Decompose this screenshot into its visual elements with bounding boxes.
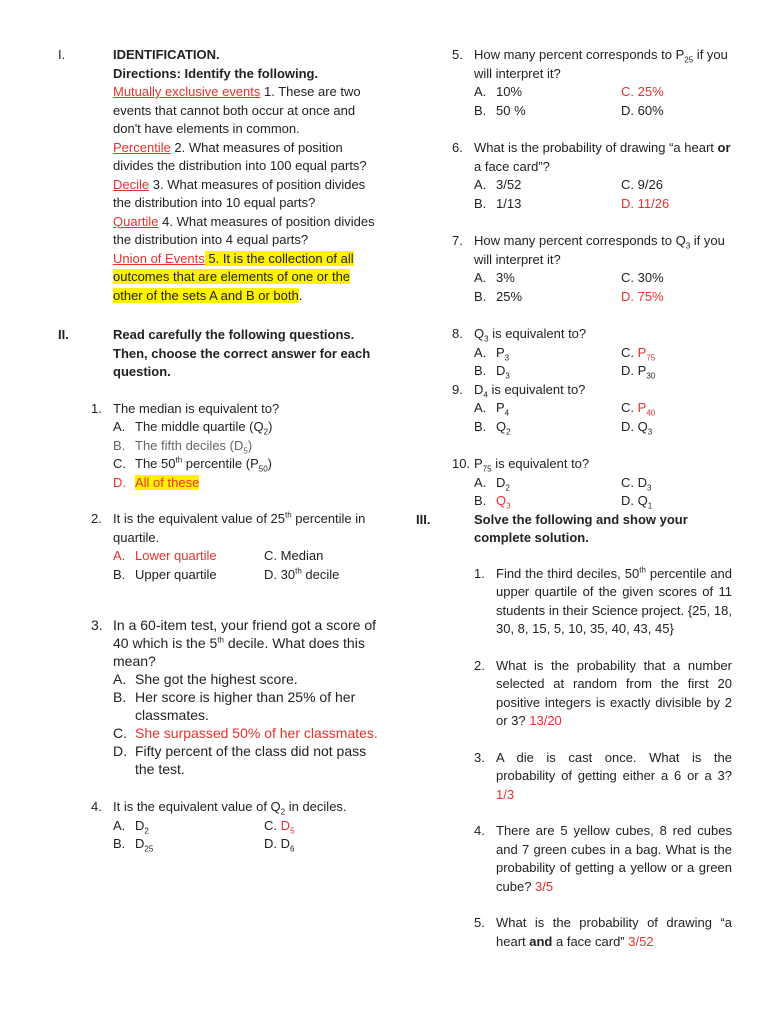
- section-2: [58, 326, 378, 382]
- option-a: A. $P_3$: [474, 344, 510, 363]
- option-b-answer: B. $Q_3$: [474, 493, 511, 511]
- question-4: 4. It is the equivalent value of $Q_2$ in deciles. A. $D_2$ C. $D_5$ B. $D_{25}$ D. $D_6$: [91, 798, 378, 854]
- right-column: [416, 46, 733, 951]
- option-d-answer: D. All of these: [113, 474, 200, 490]
- option-d: D. $Q_3$: [621, 418, 653, 437]
- option-c-answer: C. $D_5$: [264, 817, 295, 836]
- option-b: B. Upper quartile: [113, 566, 217, 582]
- option-d-answer: D. 11/26: [621, 195, 670, 211]
- section-1-number: I.: [58, 47, 66, 62]
- question-3: 3. In a 60-item test, your friend got a score of 40 which is the 5th decile. What does this mean? A. She got the highest score. B. Her score is higher than 25% of her classmates. C. She surpassed 50% of her classmates. D. Fifty percent of the class did not pass the test.: [91, 617, 378, 777]
- section-1-directions: Directions: Identify the following.: [113, 65, 319, 81]
- question-2: 2. It is the equivalent value of 25th percentile in quartile. A. Lower quartile C. Median B. Upper quartile D. 30th decile: [91, 510, 378, 584]
- highlighted-text: 5. It is the collection of all outcomes that are elements of one or the other of the sets A and B or both: [113, 250, 354, 303]
- question-10: 10. $P_{75}$ is equivalent to? A. $D_2$ C. $D_3$ B. $Q_3$ D. $Q_1$: [452, 455, 732, 511]
- option-a: A. 10%: [474, 84, 523, 99]
- option-a: A. $D_2$: [113, 817, 149, 836]
- option-a: A. The middle quartile $(Q_2)$: [113, 419, 273, 437]
- option-c: C. 30%: [621, 270, 664, 285]
- option-a-answer: A. Lower quartile: [113, 548, 217, 563]
- identification-item: Decile 3. What measures of position divides the distribution into 10 equal parts?: [113, 176, 366, 210]
- identification-list: [113, 83, 378, 305]
- option-b: B. $D_3$: [474, 363, 510, 381]
- option-c-answer: C. $P_{75}$: [621, 344, 656, 363]
- option-d-answer: D. 75%: [621, 288, 664, 304]
- option-b: B. 50 %: [474, 102, 526, 118]
- problem-5: 5. What is the probability of drawing “a heart and a face card” 3/52: [474, 915, 732, 949]
- question-6: 6. What is the probability of drawing “a heart or a face card”? A. 3/52 C. 9/26 B. 1/13 D. 11/26: [452, 139, 732, 213]
- identification-answer: Union of Events: [113, 250, 205, 266]
- option-b: B. Her score is higher than 25% of her classmates.: [113, 689, 356, 723]
- section-1-title: IDENTIFICATION.: [113, 47, 220, 62]
- option-b: B. 1/13: [474, 195, 522, 211]
- option-b: B. The fifth deciles $(D_5)$: [113, 437, 253, 456]
- identification-item: Union of Events 5. It is the collection of all outcomes that are elements of one or the other of the sets A and B or both.: [113, 250, 354, 303]
- problem-3: 3. A die is cast once. What is the probability of getting either a 6 or a 3? 1/3: [474, 749, 732, 802]
- answer: 3/5: [535, 878, 554, 894]
- identification-item: Percentile 2. What measures of position divides the distribution into 100 equal parts?: [113, 139, 367, 173]
- identification-answer: Quartile: [113, 213, 159, 229]
- section-3: [416, 511, 732, 548]
- option-d: D. Fifty percent of the class did not pass the test.: [113, 743, 367, 777]
- option-d: D. $D_6$: [264, 836, 295, 854]
- answer: 3/52: [628, 933, 654, 949]
- problem-2: 2. What is the probability that a number selected at random from the first 20 positive integers is exactly divisible by 2 or 3? 13/20: [474, 657, 732, 728]
- section-1: [58, 46, 378, 305]
- section-2-number: II.: [58, 327, 69, 342]
- identification-item: Quartile 4. What measures of position divides the distribution into 4 equal parts?: [113, 213, 375, 247]
- option-a: A. 3%: [474, 270, 515, 285]
- left-column: [58, 46, 378, 854]
- option-c: C. The 50th percentile $(P_{50})$: [113, 455, 272, 474]
- option-d: D. 30th decile: [264, 566, 340, 582]
- option-b: B. 25%: [474, 288, 523, 304]
- option-a: A. $D_2$: [474, 474, 510, 493]
- option-b: B. $Q_2$: [474, 418, 511, 437]
- section-2-title: Read carefully the following questions. Then, choose the correct answer for each question.: [113, 327, 371, 379]
- option-d: D. 60%: [621, 102, 664, 118]
- identification-answer: Mutually exclusive events: [113, 84, 261, 99]
- option-c-answer: C. She surpassed 50% of her classmates.: [113, 725, 378, 741]
- question-9: 9. $D_4$ is equivalent to? A. $P_4$ C. $P_{40}$ B. $Q_2$ D. $Q_3$: [452, 381, 732, 437]
- question-7: 7. How many percent corresponds to $Q_3$ if you will interpret it? A. 3% C. 30% B. 25% D. 75%: [452, 232, 732, 306]
- option-c: C. $D_3$: [621, 474, 652, 493]
- answer: 1/3: [496, 786, 515, 802]
- option-c: C. 9/26: [621, 177, 663, 192]
- option-d: D. $Q_1$: [621, 493, 653, 511]
- answer: 13/20: [529, 713, 562, 728]
- identification-answer: Decile: [113, 176, 150, 192]
- section-3-number: III.: [416, 511, 431, 527]
- option-c: C. Median: [264, 548, 324, 563]
- option-c-answer: C. 25%: [621, 84, 664, 99]
- section-3-title: Solve the following and show your complete solution.: [474, 511, 688, 545]
- option-a: A. 3/52: [474, 177, 522, 192]
- question-8: 8. $Q_3$ is equivalent to? A. $P_3$ C. $P_{75}$ B. $D_3$ D. $P_{30}$: [452, 325, 732, 381]
- question-1: 1. The median is equivalent to? A. The middle quartile $(Q_2)$ B. The fifth deciles $(D_5)$ C. The 50th percentile $(P_{50})$ D. All of these: [91, 400, 378, 493]
- option-d: D. $P_{30}$: [621, 363, 656, 381]
- problem-4: 4. There are 5 yellow cubes, 8 red cubes and 7 green cubes in a bag. What is the probability of getting a yellow or a green cube? 3/5: [474, 823, 732, 894]
- option-a: A. She got the highest score.: [113, 671, 298, 687]
- problems-list: [474, 565, 732, 952]
- option-a: A. $P_4$: [474, 400, 510, 418]
- option-c-answer: C. $P_{40}$: [621, 400, 656, 418]
- problem-1: 1. Find the third deciles, 50th percentile and upper quartile of the given scores of 11 students in their Science project. {25, 18, 30, 8, 15, 5, 10, 35, 40, 43, 45}: [474, 565, 733, 636]
- identification-answer: Percentile: [113, 139, 171, 155]
- identification-item: Mutually exclusive events 1. These are two events that cannot both occur at once and don't have elements in common.: [113, 84, 361, 136]
- option-b: B. $D_{25}$: [113, 836, 154, 854]
- question-5: 5. How many percent corresponds to $P_{25}$ if you will interpret it? A. 10% C. 25% B. 50 % D. 60%: [452, 46, 732, 120]
